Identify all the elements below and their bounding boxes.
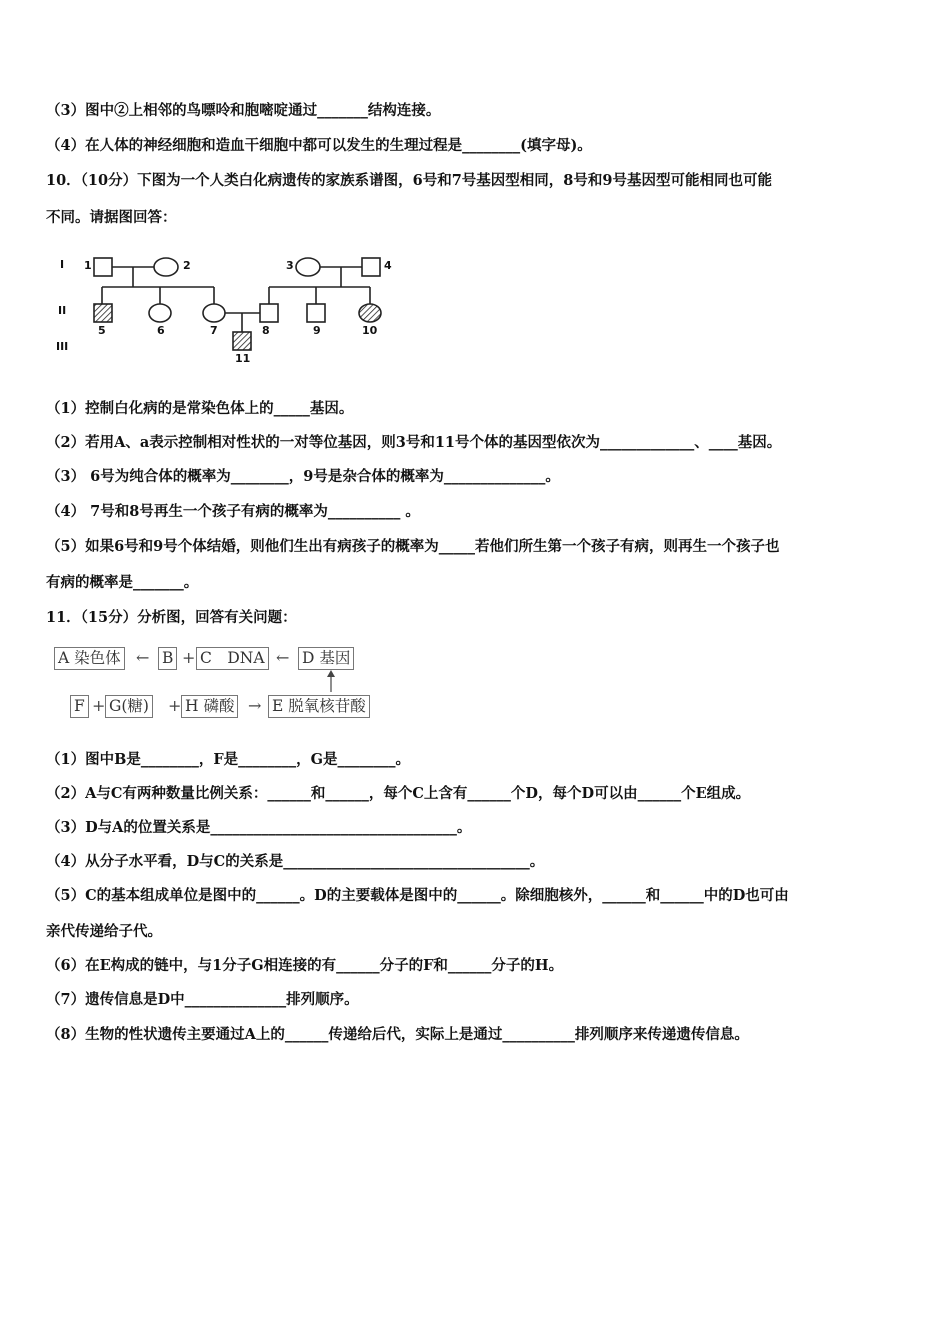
arrow-left-2: ← — [276, 648, 290, 667]
gene-flow-diagram — [50, 640, 400, 722]
plus-2: + — [92, 696, 106, 715]
box-d-gene: D 基因 — [298, 647, 354, 670]
box-e-nucleotide: E 脱氧核苷酸 — [268, 695, 370, 718]
q10-part2: （2）若用A、a表示控制相对性状的一对等位基因，则3号和11号个体的基因型依次为_____________、____基因。 — [46, 434, 782, 451]
num-7: 7 — [210, 324, 218, 337]
q11-part5-cont: 亲代传递给子代。 — [46, 923, 162, 940]
q10-heading-cont: 不同。请据图回答： — [46, 209, 177, 226]
arrow-up — [326, 670, 336, 692]
individual-1 — [94, 258, 112, 276]
individual-8 — [260, 304, 278, 322]
individual-7 — [203, 304, 225, 322]
q10-part5: （5）如果6号和9号个体结婚，则他们生出有病孩子的概率为_____若他们所生第一个孩子有病，则再生一个孩子也 — [46, 538, 780, 555]
q10-part5-cont: 有病的概率是_______。 — [46, 574, 199, 591]
plus-3: + — [168, 696, 182, 715]
num-8: 8 — [262, 324, 270, 337]
individual-2 — [154, 258, 178, 276]
q9-part4: （4）在人体的神经细胞和造血干细胞中都可以发生的生理过程是________(填字母)。 — [46, 137, 592, 154]
q11-part8: （8）生物的性状遗传主要通过A上的______传递给后代，实际上是通过__________排列顺序来传递遗传信息。 — [46, 1026, 749, 1043]
q11-part6: （6）在E构成的链中，与1分子G相连接的有______分子的F和______分子的H。 — [46, 957, 564, 974]
gen-label-II: II — [58, 304, 67, 317]
individual-11 — [233, 332, 251, 350]
num-4: 4 — [384, 259, 392, 272]
num-9: 9 — [313, 324, 321, 337]
num-6: 6 — [157, 324, 165, 337]
q10-part1: （1）控制白化病的是常染色体上的_____基因。 — [46, 400, 354, 417]
q10-part3: （3） 6号为纯合体的概率为________，9号是杂合体的概率为______________。 — [46, 468, 560, 485]
box-b: B — [158, 647, 177, 670]
q11-heading: 11．（15分）分析图，回答有关问题： — [46, 609, 297, 626]
q11-part3: （3）D与A的位置关系是__________________________________。 — [46, 819, 472, 836]
num-5: 5 — [98, 324, 106, 337]
num-10: 10 — [362, 324, 378, 337]
individual-6 — [149, 304, 171, 322]
pedigree-chart — [50, 248, 410, 368]
q11-part7: （7）遗传信息是D中______________排列顺序。 — [46, 991, 359, 1008]
q11-part2: （2）A与C有两种数量比例关系：______和______，每个C上含有______个D，每个D可以由______个E组成。 — [46, 785, 751, 802]
individual-3 — [296, 258, 320, 276]
q11-part5: （5）C的基本组成单位是图中的______。D的主要载体是图中的______。除细胞核外，______和______中的D也可由 — [46, 887, 789, 904]
arrow-left-1: ← — [136, 648, 150, 667]
q11-part1: （1）图中B是________，F是________，G是________。 — [46, 751, 411, 768]
individual-10 — [359, 304, 381, 322]
box-c-dna: C DNA — [196, 647, 269, 670]
num-3: 3 — [286, 259, 294, 272]
q11-part4: （4）从分子水平看，D与C的关系是__________________________________。 — [46, 853, 545, 870]
num-2: 2 — [183, 259, 191, 272]
q10-heading: 10．（10分）下图为一个人类白化病遗传的家族系谱图，6号和7号基因型相同，8号和9号基因型可能相同也可能 — [46, 172, 772, 189]
box-g-sugar: G(糖) — [105, 695, 153, 718]
plus-1: + — [182, 648, 196, 667]
num-11: 11 — [235, 352, 251, 365]
gen-label-III: III — [56, 340, 69, 353]
box-f: F — [70, 695, 89, 718]
box-h-phosphate: H 磷酸 — [181, 695, 238, 718]
gen-label-I: I — [60, 258, 65, 271]
individual-5 — [94, 304, 112, 322]
individual-9 — [307, 304, 325, 322]
q9-part3: （3）图中②上相邻的鸟嘌呤和胞嘧啶通过_______结构连接。 — [46, 102, 441, 119]
arrow-right: → — [248, 696, 262, 715]
box-a-chromosome: A 染色体 — [54, 647, 125, 670]
num-1: 1 — [84, 259, 92, 272]
individual-4 — [362, 258, 380, 276]
q10-part4: （4） 7号和8号再生一个孩子有病的概率为__________ 。 — [46, 503, 420, 520]
